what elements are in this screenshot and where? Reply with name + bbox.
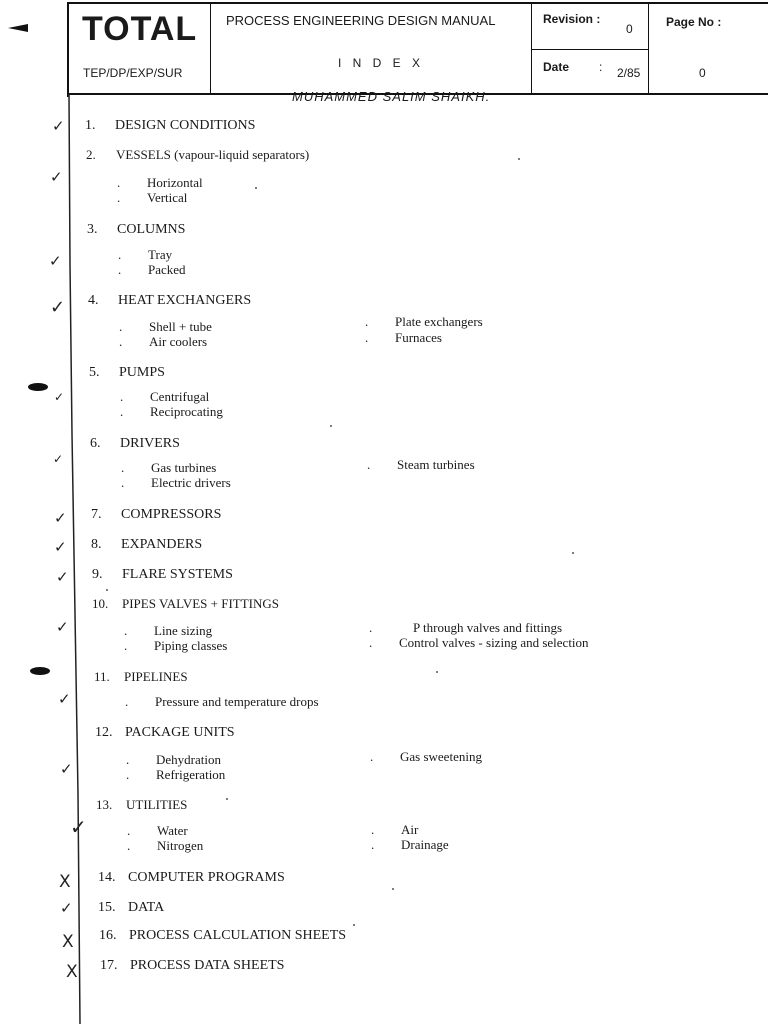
section-5: 5. PUMPS [89,365,165,380]
check-mark-icon: ✓ [53,452,64,466]
hx-item-2: . Air coolers [119,334,208,349]
section-9: 9. FLARE SYSTEMS [92,567,233,582]
section-8: 8. EXPANDERS [91,537,203,552]
header-left-border [67,2,69,97]
speck [518,158,520,160]
speck [392,888,394,890]
section-3: 3. COLUMNS [87,222,186,237]
header-rev-date-divider [532,49,648,50]
util-item-1: . Water [127,823,188,838]
pkg-item-3: . Gas sweetening [370,749,482,764]
check-mark-icon: ✓ [56,568,69,586]
columns-item-2: . Packed [118,262,186,277]
cross-mark-icon: X [66,962,78,982]
check-mark-icon: ✓ [58,690,71,708]
header-top-border [68,2,768,4]
speck [572,552,574,554]
check-mark-icon: ✓ [56,618,69,636]
page-number-value: 0 [699,66,706,80]
section-4: 4. HEAT EXCHANGERS [88,293,252,308]
cross-mark-icon: X [62,932,74,952]
section-14: 14. COMPUTER PROGRAMS [98,870,285,885]
pkg-item-2: . Refrigeration [126,767,226,782]
pumps-item-1: . Centrifugal [120,389,210,404]
page-number-label: Page No : [666,15,722,29]
columns-item-1: . Tray [118,247,173,262]
section-2 [86,147,309,163]
hx-item-1: . Shell + tube [119,319,212,334]
speck [330,425,332,427]
company-logo: TOTAL [82,10,198,48]
section-title: DESIGN CONDITIONS [115,118,256,133]
section-10: 10. PIPES VALVES + FITTINGS [92,596,279,611]
pipes-item-3: . P through valves and fittings [369,620,563,635]
section-number: 2. [86,147,96,162]
header-divider-2 [531,2,532,94]
check-mark-icon: ✓ [54,390,65,404]
check-mark-icon: ✓ [60,899,73,917]
check-mark-icon: ✓ [60,760,73,778]
section-7: 7. COMPRESSORS [91,507,222,522]
section-13: 13. UTILITIES [96,797,188,812]
drivers-item-3: . Steam turbines [367,457,475,472]
section-6: 6. DRIVERS [90,436,180,451]
check-mark-icon: ✓ [54,509,67,527]
pkg-item-1: . Dehydration [126,752,221,767]
pipes-item-4: . Control valves - sizing and selection [369,635,589,650]
check-mark-icon: ✓ [70,815,87,839]
cross-mark-icon: X [59,872,71,892]
ink-smudge [30,667,50,675]
section-number: 1. [85,118,96,133]
check-mark-icon: ✓ [54,538,67,556]
drivers-item-2: . Electric drivers [121,475,231,490]
handwritten-name: MUHAMMED SALIM SHAIKH. [292,89,491,104]
pipelines-item-1: . Pressure and temperature drops [125,694,319,709]
hx-item-3: . Plate exchangers [365,314,483,329]
drivers-item-1: . Gas turbines [121,460,217,475]
util-item-2: . Nitrogen [127,838,204,853]
date-value: 2/85 [617,66,641,80]
pipes-item-1: . Line sizing [124,623,213,638]
check-mark-icon: ✓ [52,117,65,135]
util-item-3: . Air [371,822,419,837]
section-11: 11. PIPELINES [94,669,188,684]
revision-label: Revision : [543,12,601,26]
date-label: Date [543,60,570,74]
pumps-item-2: . Reciprocating [120,404,223,419]
speck [106,589,108,591]
header-divider-3 [648,2,649,94]
arrow-left-icon [8,22,30,32]
section-12: 12. PACKAGE UNITS [95,725,235,740]
pipes-item-2: . Piping classes [124,638,228,653]
hx-item-4: . Furnaces [365,330,442,345]
header-divider-1 [210,2,211,94]
vessels-item-2: . Vertical [117,190,188,205]
department-code: TEP/DP/EXP/SUR [83,66,183,80]
check-mark-icon: ✓ [50,168,63,186]
revision-value: 0 [626,22,633,36]
speck [255,187,257,189]
check-mark-icon: ✓ [49,252,62,270]
index-label: I N D E X [338,56,425,70]
section-15: 15. DATA [98,900,165,915]
speck [353,924,355,926]
section-1 [85,118,255,134]
ink-smudge [28,383,48,391]
section-16: 16. PROCESS CALCULATION SHEETS [99,928,347,943]
vessels-item-1: . Horizontal [117,175,203,190]
section-title: VESSELS (vapour-liquid separators) [116,147,310,162]
speck [436,671,438,673]
check-mark-icon: ✓ [50,297,66,318]
speck [226,798,228,800]
manual-title: PROCESS ENGINEERING DESIGN MANUAL [226,13,496,28]
section-17: 17. PROCESS DATA SHEETS [100,958,285,973]
date-colon: : [599,60,603,74]
util-item-4: . Drainage [371,837,449,852]
